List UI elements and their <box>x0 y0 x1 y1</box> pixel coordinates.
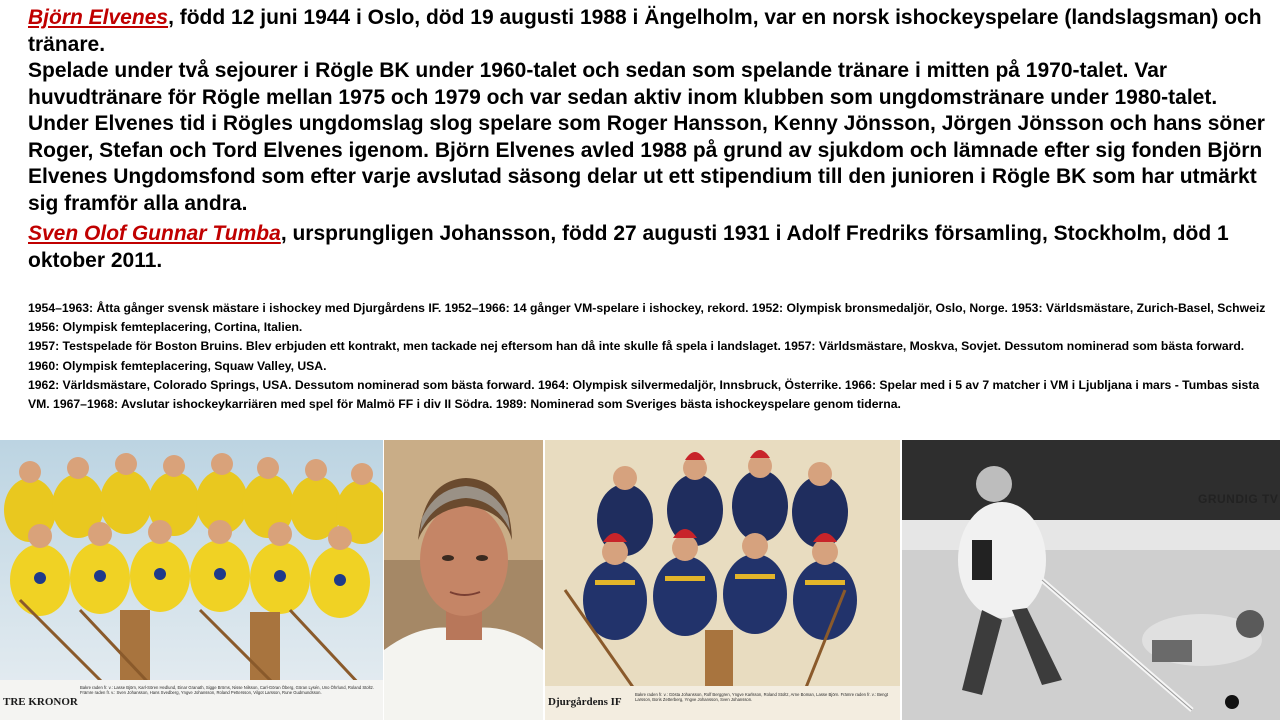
tre-kronor-team-photo <box>0 440 383 720</box>
tre-kronor-caption: Bakre raden fr. v.: Lasse Björn, Karl-Sören Hedlund, Einar Granath, Sigge Bröms, Nisse Nilsson, Carl-Göran Öberg, Göran Lysén, Uno Öhrlund, Roland Stoltz. Främre raden fr. v.: Sven Johansson, Hans Svedberg, Yngve Johansson, Roland Pettersson, Vilgot Larsson, Rune Gudmundsson. <box>80 685 374 696</box>
djurgarden-team-photo <box>545 440 900 720</box>
elvenes-name-link[interactable]: Björn Elvenes <box>28 6 169 29</box>
rink-advertisement: GRUNDIG TV <box>1198 492 1279 506</box>
elvenes-body: Spelade under två sejourer i Rögle BK under 1960-talet och sedan som spelande tränare i mitten på 1970-talet. Var huvudtränare för Rögle mellan 1975 och 1979 och var sedan aktiv inom klubben som ungdomstränare under 1980-talet. Under Elvenes tid i Rögles ungdomslag slog spelare som Roger Hansson, Kenny Jönsson, Jörgen Jönsson och hans söner Roger, Stefan och Tord Elvenes igenom. Björn Elvenes avled 1988 på grund av sjukdom och lämnade efter sig fonden Björn Elvenes Ungdomsfond som efter varje avslutad säsong delar ut ett stipendium till den junioren i Rögle BK som har utmärkt sig framför alla andra. <box>28 59 1265 215</box>
tumba-career-facts <box>28 299 1268 414</box>
biography-text <box>28 5 1268 274</box>
career-fact: 1954–1963: Åtta gånger svensk mästare i ishockey med Djurgårdens IF. 1952–1966: 14 gånger VM-spelare i ishockey, rekord. 1952: Olympisk bronsmedaljör, Oslo, Norge. 1953: Världsmästare, Zurich-Basel, Schweiz 1956: Olympisk femteplacering, Cortina, Italien. <box>28 301 1266 335</box>
career-fact: 1957: Testspelade för Boston Bruins. Blev erbjuden ett kontrakt, men tackade nej eftersom han då inte skulle få spela i landslaget. 1957: Världsmästare, Moskva, Sovjet. Dessutom nominerad som bästa forward. 1960: Olympisk femteplacering, Squaw Valley, USA. <box>28 339 1245 373</box>
tumba-portrait-photo <box>384 440 543 720</box>
hockey-action-photo <box>902 440 1280 720</box>
career-fact: 1962: Världsmästare, Colorado Springs, USA. Dessutom nominerad som bästa forward. 1964: Olympisk silvermedaljör, Innsbruck, Österrike. 1966: Spelar med i 5 av 7 matcher i VM i Ljubljana i mars - Tumbas sista VM. 1967–1968: Avslutar ishockeykarriären med spel för Malmö FF i div II Södra. 1989: Nominerad som Sveriges bästa ishockeyspelare genom tiderna. <box>28 377 1260 412</box>
tumba-intro <box>28 221 1268 274</box>
djurgarden-caption: Bakre raden fr. v.: Gösta Johansson, Rolf Berggren, Yngve Karlsson, Roland Stoltz, Arne Boman, Lasse Björn. Främre raden fr. v.: Bengt Larsson, Boris Zetterberg, Yngve Johansson, Sven Johansson. <box>635 692 889 703</box>
elvenes-intro <box>28 5 1268 58</box>
tre-kronor-caption-title: TRE KRONOR <box>3 696 78 708</box>
tumba-intro-text: , ursprungligen Johansson, född 27 augusti 1931 i Adolf Fredriks församling, Stockholm, död 1 oktober 2011. <box>28 222 1229 272</box>
djurgarden-caption-title: Djurgårdens IF <box>548 696 622 708</box>
elvenes-intro-text: , född 12 juni 1944 i Oslo, död 19 augusti 1988 i Ängelholm, var en norsk ishockeyspelare (landslagsman) och tränare. <box>28 6 1262 56</box>
tumba-name-link[interactable]: Sven Olof Gunnar Tumba <box>28 222 281 245</box>
